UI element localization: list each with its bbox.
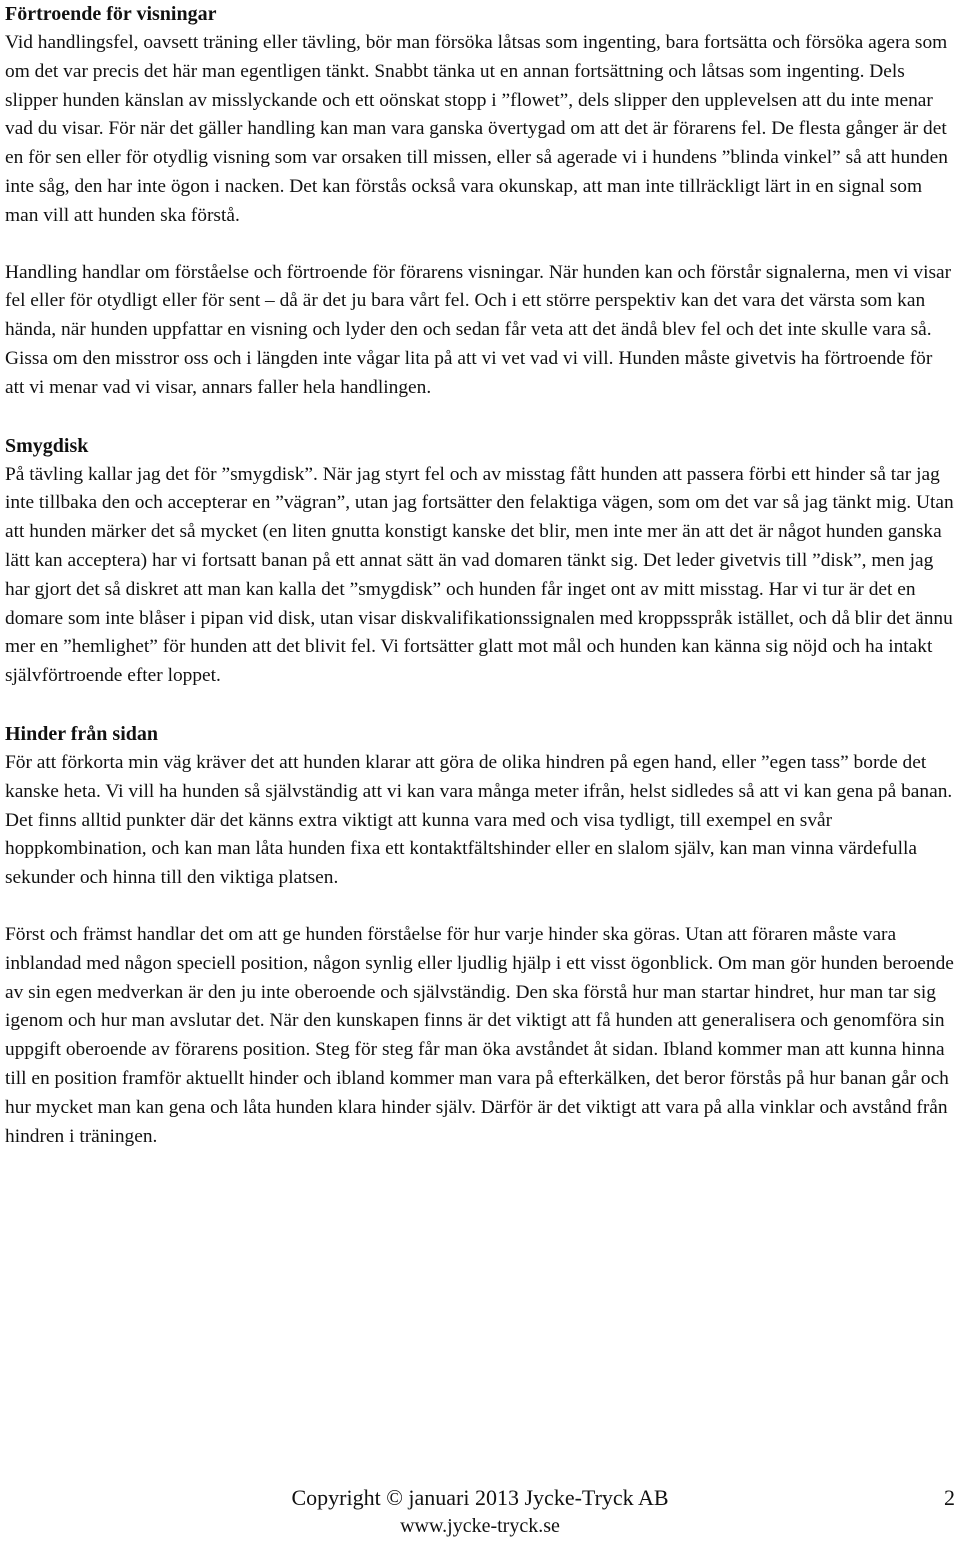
section-heading: Förtroende för visningar bbox=[5, 3, 217, 25]
section-hinder-fran-sidan bbox=[5, 720, 955, 1151]
section-fortroende bbox=[5, 0, 955, 403]
section-smygdisk bbox=[5, 432, 955, 691]
body-paragraph: Handling handlar om förståelse och förtroende för förarens visningar. När hunden kan och förstår signalerna, men vi visar fel eller för otydligt eller för sent – då är det ju bara vårt fel. Och i ett större perspektiv kan det vara det värsta som kan hända, när hunden uppfattar en visning och lyder den och sedan får veta att det ändå blev fel och det inte skulle vara så. Gissa om den misstror oss och i längden inte vågar lita på att vi vet vad vi vill. Hunden måste givetvis ha förtroende för att vi menar vad vi visar, annars faller hela handlingen. bbox=[5, 261, 952, 398]
section-heading: Hinder från sidan bbox=[5, 722, 158, 745]
footer-copyright: Copyright © januari 2013 Jycke-Tryck AB bbox=[291, 1485, 669, 1510]
body-paragraph: Vid handlingsfel, oavsett träning eller tävling, bör man försöka låtsas som ingenting, bara fortsätta och försöka agera som om det var precis det här man egentligen tänkt. Snabbt tänka ut en annan fortsättning och låtsas som ingenting. Dels slipper hunden känslan av misslyckande och ett oönskat stopp i ”flowet”, dels slipper den upplevelsen att du inte menar vad du visar. För när det gäller handling kan man vara ganska övertygad om att det är förarens fel. De flesta gånger är det en för sen eller för otydlig visning som var orsaken till missen, eller så agerade vi i hundens ”blinda vinkel” så att hunden inte såg, den har inte ögon i nacken. Det kan förstås också vara okunskap, att man inte tillräckligt lärt in en signal som man vill att hunden ska förstå. bbox=[5, 32, 948, 226]
footer-top-line bbox=[0, 1484, 960, 1512]
body-paragraph: På tävling kallar jag det för ”smygdisk”. När jag styrt fel och av misstag fått hunden att passera förbi ett hinder så tar jag inte tillbaka den och accepterar en ”vägran”, utan jag fortsätter den felaktiga vägen, som om det var så jag tänkt mig. Utan att hunden märker det så mycket (en liten gnutta konstigt kanske det blir, men inte mer än att det är något hunden ganska lätt kan acceptera) har vi fortsatt banan på ett annat sätt än vad domaren tänkt sig. Det leder givetvis till ”disk”, men jag har gjort det så diskret att man kan kalla det ”smygdisk” och hunden får inget ont av mitt misstag. Har vi tur är det en domare som inte blåser i pipan vid disk, utan visar diskvalifikationssignalen med kroppsspråk istället, och då blir det ännu mer en ”hemlighet” för hunden att det blivit fel. Vi fortsätter glatt mot mål och hunden kan känna sig nöjd och ha intakt självförtroende efter loppet. bbox=[5, 463, 954, 687]
page-number: 2 bbox=[944, 1485, 955, 1510]
section-heading: Smygdisk bbox=[5, 434, 89, 457]
page-footer bbox=[0, 1484, 960, 1540]
body-paragraph: Först och främst handlar det om att ge hunden förståelse för hur varje hinder ska göras. Utan att föraren måste vara inblandad med någon speciell position, någon synlig eller ljudlig hjälp i ett visst ögonblick. Om man gör hunden beroende av sin egen medverkan är den ju inte oberoende och självständig. Den ska förstå hur man startar hindret, hur man tar sig igenom och hur man avslutar det. När den kunskapen finns är det viktigt att få hunden att generalisera och genomföra sin uppgift oberoende av förarens position. Steg för steg får man öka avståndet åt sidan. Ibland kommer man att kunna hinna till en position framför aktuellt hinder och ibland kommer man vara på efterkälken, det beror förstås på hur banan går och hur mycket man kan gena och låta hunden klara hinder själv. Därför är det viktigt att vara på alla vinklar och avstånd från hindren i träningen. bbox=[5, 923, 954, 1147]
body-paragraph: För att förkorta min väg kräver det att hunden klarar att göra de olika hindren på egen hand, eller ”egen tass” borde det kanske heta. Vi vill ha hunden så självständig att vi kan vara många meter ifrån, helst sidledes så att vi kan gena på banan. Det finns alltid punkter där det känns extra viktigt att kunna vara med och visa tydligt, till exempel en svår hoppkombination, och kan man låta hunden fixa ett kontaktfältshinder eller en slalom själv, kan man vinna värdefulla sekunder och hinna till den viktiga platsen. bbox=[5, 751, 953, 889]
footer-website[interactable]: www.jycke-tryck.se bbox=[400, 1515, 560, 1537]
document-page bbox=[5, 0, 955, 1151]
